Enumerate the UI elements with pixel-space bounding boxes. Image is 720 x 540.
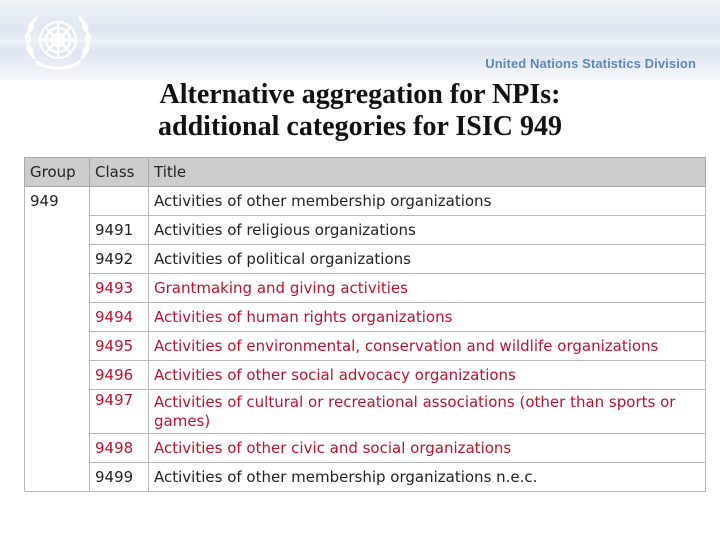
table-row	[25, 245, 706, 274]
table-row	[25, 303, 706, 332]
title-cell: Activities of other membership organizations n.e.c.	[149, 463, 706, 492]
column-header-class: Class	[90, 158, 149, 187]
division-name: United Nations Statistics Division	[485, 56, 696, 71]
class-cell: 9499	[90, 463, 149, 492]
class-cell: 9498	[90, 434, 149, 463]
group-cell	[25, 434, 90, 463]
title-cell: Activities of human rights organizations	[149, 303, 706, 332]
table-row	[25, 274, 706, 303]
slide-title	[0, 79, 720, 143]
group-cell	[25, 245, 90, 274]
slide-title-line-1: Alternative aggregation for NPIs:	[159, 79, 561, 110]
column-header-group: Group	[25, 158, 90, 187]
title-cell: Activities of other social advocacy organizations	[149, 361, 706, 390]
table-row	[25, 361, 706, 390]
class-cell: 9496	[90, 361, 149, 390]
title-cell: Activities of other membership organizations	[149, 187, 706, 216]
title-cell: Activities of environmental, conservation and wildlife organizations	[149, 332, 706, 361]
class-cell: 9495	[90, 332, 149, 361]
isic-table	[24, 157, 706, 492]
group-cell	[25, 390, 90, 434]
group-cell	[25, 303, 90, 332]
table-row	[25, 390, 706, 434]
group-cell	[25, 463, 90, 492]
class-cell: 9494	[90, 303, 149, 332]
table-row	[25, 216, 706, 245]
group-cell	[25, 332, 90, 361]
un-emblem-icon	[20, 8, 96, 76]
column-header-title: Title	[149, 158, 706, 187]
title-cell: Activities of religious organizations	[149, 216, 706, 245]
title-cell: Activities of political organizations	[149, 245, 706, 274]
class-cell: 9493	[90, 274, 149, 303]
header-band	[0, 0, 720, 80]
table-header-row	[25, 158, 706, 187]
slide-title-line-2: additional categories for ISIC 949	[158, 111, 562, 142]
title-cell: Grantmaking and giving activities	[149, 274, 706, 303]
class-cell	[90, 187, 149, 216]
table-row	[25, 434, 706, 463]
group-cell	[25, 361, 90, 390]
table-row	[25, 332, 706, 361]
table-row	[25, 187, 706, 216]
group-cell	[25, 274, 90, 303]
class-cell: 9491	[90, 216, 149, 245]
table-row	[25, 463, 706, 492]
group-cell: 949	[25, 187, 90, 216]
title-cell: Activities of other civic and social organizations	[149, 434, 706, 463]
class-cell: 9492	[90, 245, 149, 274]
title-cell: Activities of cultural or recreational associations (other than sports or games)	[149, 390, 706, 434]
class-cell: 9497	[90, 390, 149, 434]
group-cell	[25, 216, 90, 245]
